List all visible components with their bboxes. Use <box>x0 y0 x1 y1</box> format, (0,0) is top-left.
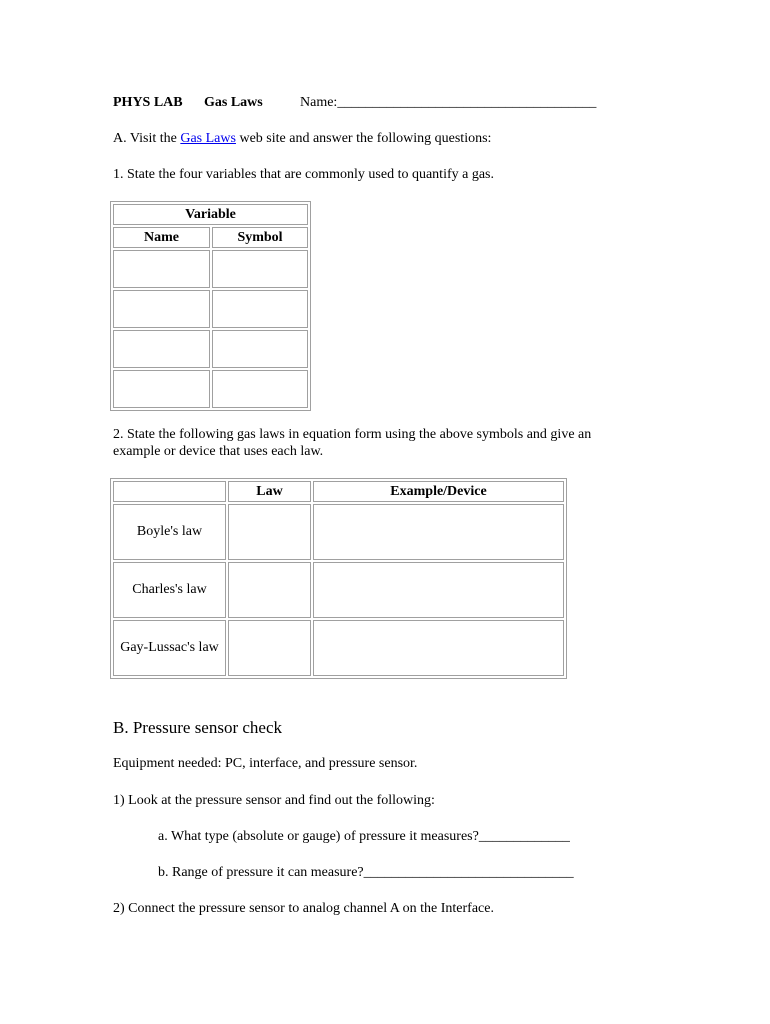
law-example-cell[interactable] <box>313 620 564 676</box>
intro-suffix: web site and answer the following questions: <box>235 131 492 146</box>
table-row <box>113 330 308 368</box>
table-row <box>113 504 564 560</box>
question-1: 1. State the four variables that are commonly used to quantify a gas. <box>113 167 495 182</box>
step-1b: b. Range of pressure it can measure?______________________________ <box>158 865 574 880</box>
table-row <box>113 370 308 408</box>
section-b-heading: B. Pressure sensor check <box>113 718 283 737</box>
law-equation-cell[interactable] <box>228 620 311 676</box>
variable-symbol-cell[interactable] <box>212 290 308 328</box>
page-title: Gas Laws <box>204 95 263 110</box>
table-row <box>113 250 308 288</box>
step-1a: a. What type (absolute or gauge) of pressure it measures?_____________ <box>158 829 570 844</box>
variable-symbol-cell[interactable] <box>212 330 308 368</box>
equipment-needed: Equipment needed: PC, interface, and pressure sensor. <box>113 756 418 771</box>
variable-table-header-row <box>113 227 308 248</box>
variable-name-cell[interactable] <box>113 290 210 328</box>
law-column-header: Law <box>228 481 311 502</box>
variable-table <box>110 201 311 411</box>
example-device-column-header: Example/Device <box>313 481 564 502</box>
law-name-cell: Boyle's law <box>113 504 226 560</box>
law-name-cell: Charles's law <box>113 562 226 618</box>
name-field-label: Name:_____________________________________ <box>300 95 597 110</box>
variable-symbol-cell[interactable] <box>212 250 308 288</box>
question-2-line-1: 2. State the following gas laws in equation form using the above symbols and give an <box>113 427 592 442</box>
variable-name-cell[interactable] <box>113 370 210 408</box>
law-name-cell: Gay-Lussac's law <box>113 620 226 676</box>
law-equation-cell[interactable] <box>228 504 311 560</box>
variable-symbol-cell[interactable] <box>212 370 308 408</box>
table-row <box>113 620 564 676</box>
symbol-column-header: Symbol <box>212 227 308 248</box>
table-row <box>113 290 308 328</box>
variable-group-header: Variable <box>113 204 308 225</box>
laws-table-header-row <box>113 481 564 502</box>
step-2: 2) Connect the pressure sensor to analog channel A on the Interface. <box>113 901 494 916</box>
law-equation-cell[interactable] <box>228 562 311 618</box>
section-a-intro <box>113 131 491 147</box>
gas-laws-table <box>110 478 567 679</box>
variable-name-cell[interactable] <box>113 250 210 288</box>
gas-laws-link[interactable]: Gas Laws <box>180 131 236 146</box>
step-1: 1) Look at the pressure sensor and find out the following: <box>113 793 435 808</box>
intro-prefix: A. Visit the <box>113 131 181 146</box>
law-example-cell[interactable] <box>313 504 564 560</box>
variable-table-group-row <box>113 204 308 225</box>
law-example-cell[interactable] <box>313 562 564 618</box>
course-label: PHYS LAB <box>113 95 183 110</box>
law-name-column-header <box>113 481 226 502</box>
question-2-line-2: example or device that uses each law. <box>113 444 324 459</box>
variable-name-cell[interactable] <box>113 330 210 368</box>
table-row <box>113 562 564 618</box>
name-column-header: Name <box>113 227 210 248</box>
